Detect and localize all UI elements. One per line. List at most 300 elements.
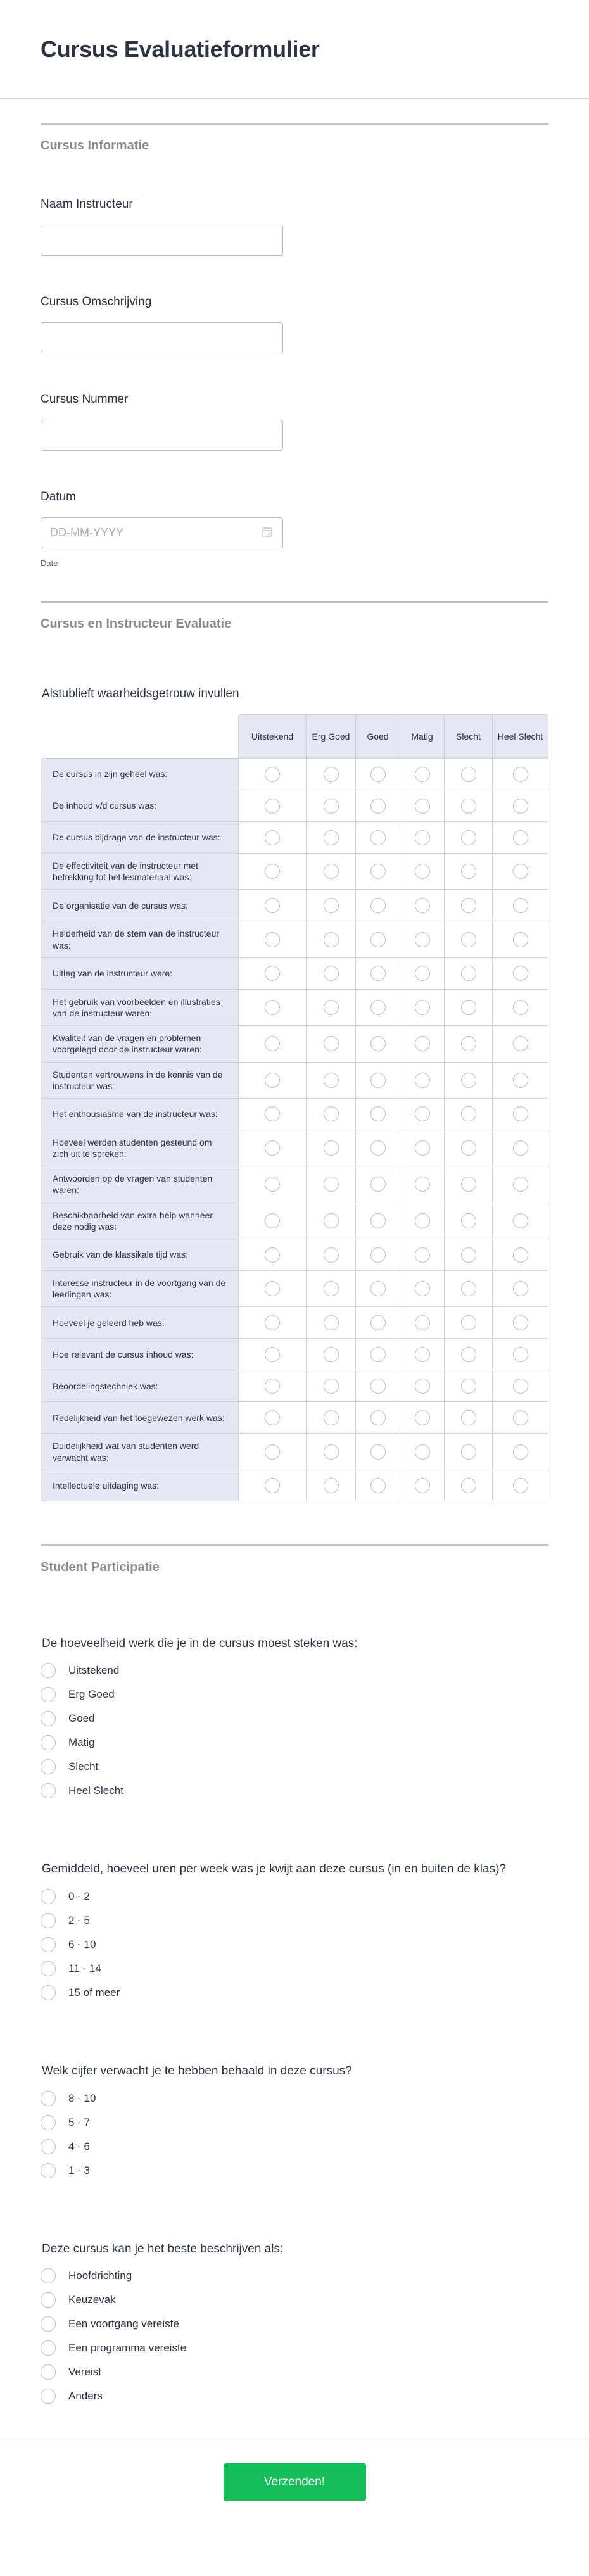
matrix-radio[interactable] [265, 1140, 280, 1156]
matrix-cell [355, 1025, 400, 1061]
radio-button[interactable] [41, 2091, 56, 2106]
matrix-cell [306, 790, 355, 821]
radio-option[interactable] [41, 1707, 548, 1731]
radio-option[interactable] [41, 1779, 548, 1803]
matrix-cell [400, 1166, 444, 1202]
matrix-radio[interactable] [370, 1073, 386, 1088]
matrix-radio[interactable] [324, 830, 339, 845]
matrix-row [41, 1025, 548, 1061]
matrix-radio[interactable] [461, 1347, 476, 1362]
form-header [0, 0, 589, 99]
matrix-radio[interactable] [324, 1315, 339, 1330]
matrix-radio[interactable] [370, 1106, 386, 1121]
matrix-row-label: Uitleg van de instructeur were: [41, 957, 238, 989]
matrix-cell [306, 1338, 355, 1370]
matrix-radio[interactable] [324, 1000, 339, 1015]
matrix-radio[interactable] [513, 1347, 528, 1362]
radio-option-label: Hoofdrichting [68, 2270, 132, 2282]
matrix-radio[interactable] [461, 1000, 476, 1015]
radio-option[interactable] [41, 1683, 548, 1707]
matrix-radio[interactable] [370, 864, 386, 879]
matrix-radio[interactable] [370, 1177, 386, 1192]
matrix-radio[interactable] [370, 966, 386, 981]
radio-button[interactable] [41, 1783, 56, 1798]
matrix-radio[interactable] [415, 1247, 430, 1263]
matrix-cell [400, 790, 444, 821]
matrix-row-label: Redelijkheid van het toegewezen werk was: [41, 1401, 238, 1433]
section-divider [41, 601, 548, 603]
matrix-cell [306, 1433, 355, 1469]
matrix-radio[interactable] [513, 1000, 528, 1015]
radio-option[interactable] [41, 1885, 548, 1909]
matrix-radio[interactable] [370, 1410, 386, 1425]
matrix-cell [306, 821, 355, 853]
radio-button[interactable] [41, 2340, 56, 2356]
matrix-radio[interactable] [370, 898, 386, 913]
matrix-radio[interactable] [461, 1140, 476, 1156]
date-input[interactable] [41, 517, 283, 548]
matrix-radio[interactable] [513, 1410, 528, 1425]
submit-button[interactable]: Verzenden! [224, 2463, 366, 2501]
matrix-radio[interactable] [415, 1410, 430, 1425]
radio-option[interactable] [41, 2159, 548, 2183]
radio-option[interactable] [41, 2087, 548, 2111]
radio-button[interactable] [41, 1687, 56, 1702]
matrix-cell [238, 1401, 306, 1433]
matrix-cell [355, 1239, 400, 1270]
matrix-cell [355, 1338, 400, 1370]
matrix-radio[interactable] [370, 1444, 386, 1460]
matrix-radio[interactable] [324, 1444, 339, 1460]
matrix-radio[interactable] [265, 1036, 280, 1051]
evaluation-matrix [41, 714, 548, 1501]
matrix-cell [400, 989, 444, 1025]
matrix-cell [492, 1338, 548, 1370]
radio-button[interactable] [41, 1913, 56, 1928]
matrix-radio[interactable] [324, 1281, 339, 1296]
matrix-radio[interactable] [265, 898, 280, 913]
radio-option-label: 15 of meer [68, 1986, 120, 1998]
radio-option-label: 6 - 10 [68, 1938, 96, 1950]
instructor-input[interactable] [41, 225, 283, 256]
matrix-cell [492, 957, 548, 989]
matrix-radio[interactable] [415, 1213, 430, 1228]
radio-option[interactable] [41, 2360, 548, 2384]
matrix-cell [400, 853, 444, 889]
matrix-radio[interactable] [415, 1106, 430, 1121]
matrix-col-header: Heel Slecht [492, 714, 548, 758]
radio-option-label: 11 - 14 [68, 1962, 101, 1974]
matrix-radio[interactable] [513, 1177, 528, 1192]
matrix-radio[interactable] [324, 1247, 339, 1263]
matrix-radio[interactable] [324, 799, 339, 814]
matrix-row-label: Het enthousiasme van de instructeur was: [41, 1098, 238, 1130]
matrix-cell [238, 1239, 306, 1270]
matrix-cell [238, 921, 306, 957]
matrix-radio[interactable] [324, 1410, 339, 1425]
radio-button[interactable] [41, 1961, 56, 1976]
matrix-radio[interactable] [370, 1247, 386, 1263]
matrix-radio[interactable] [370, 767, 386, 782]
matrix-radio[interactable] [461, 1036, 476, 1051]
matrix-row-label: Helderheid van de stem van de instructeur was: [41, 921, 238, 957]
matrix-cell [238, 1338, 306, 1370]
matrix-radio[interactable] [370, 932, 386, 947]
matrix-cell [444, 1062, 492, 1098]
matrix-radio[interactable] [265, 1315, 280, 1330]
matrix-cell [492, 821, 548, 853]
matrix-col-header: Slecht [444, 714, 492, 758]
radio-button[interactable] [41, 1759, 56, 1774]
matrix-cell [492, 1203, 548, 1239]
matrix-radio[interactable] [513, 767, 528, 782]
matrix-row-label: Hoeveel werden studenten gesteund om zich uit te spreken: [41, 1130, 238, 1166]
matrix-radio[interactable] [461, 1213, 476, 1228]
matrix-radio[interactable] [513, 1213, 528, 1228]
matrix-radio[interactable] [370, 1036, 386, 1051]
radio-button[interactable] [41, 1889, 56, 1904]
matrix-cell [444, 1098, 492, 1130]
matrix-radio[interactable] [370, 1315, 386, 1330]
radio-button[interactable] [41, 1735, 56, 1750]
radio-option-label: Keuzevak [68, 2294, 116, 2306]
matrix-radio[interactable] [265, 1213, 280, 1228]
matrix-row [41, 1470, 548, 1501]
radio-option-label: Een voortgang vereiste [68, 2318, 179, 2330]
matrix-cell [355, 1062, 400, 1098]
matrix-cell [238, 1203, 306, 1239]
matrix-cell [306, 1166, 355, 1202]
radio-question [41, 2063, 548, 2183]
matrix-radio[interactable] [415, 1444, 430, 1460]
matrix-col-header: Goed [355, 714, 400, 758]
matrix-cell [355, 758, 400, 790]
matrix-radio[interactable] [461, 1073, 476, 1088]
matrix-radio[interactable] [324, 1106, 339, 1121]
calendar-icon[interactable] [262, 526, 273, 538]
radio-button[interactable] [41, 2364, 56, 2380]
matrix-radio[interactable] [415, 1379, 430, 1394]
matrix-cell [492, 1025, 548, 1061]
matrix-cell [306, 853, 355, 889]
matrix-row-label: Kwaliteit van de vragen en problemen voorgelegd door de instructeur waren: [41, 1025, 238, 1061]
matrix-radio[interactable] [461, 1478, 476, 1493]
matrix-radio[interactable] [415, 1478, 430, 1493]
matrix-radio[interactable] [461, 1106, 476, 1121]
matrix-cell [444, 790, 492, 821]
matrix-cell [306, 921, 355, 957]
matrix-radio[interactable] [265, 1247, 280, 1263]
matrix-radio[interactable] [415, 966, 430, 981]
matrix-radio[interactable] [324, 1177, 339, 1192]
matrix-radio[interactable] [370, 799, 386, 814]
matrix-radio[interactable] [265, 799, 280, 814]
matrix-radio[interactable] [265, 1073, 280, 1088]
matrix-cell [355, 1270, 400, 1306]
matrix-radio[interactable] [370, 1000, 386, 1015]
matrix-radio[interactable] [461, 1177, 476, 1192]
matrix-radio[interactable] [461, 932, 476, 947]
matrix-radio[interactable] [324, 1073, 339, 1088]
matrix-cell [306, 957, 355, 989]
radio-option-label: Vereist [68, 2366, 101, 2378]
matrix-radio[interactable] [513, 1281, 528, 1296]
matrix-cell [238, 889, 306, 921]
matrix-radio[interactable] [324, 1478, 339, 1493]
matrix-radio[interactable] [415, 1177, 430, 1192]
matrix-row [41, 1270, 548, 1306]
matrix-radio[interactable] [265, 1478, 280, 1493]
field-instructor [41, 198, 548, 256]
matrix-radio[interactable] [265, 1444, 280, 1460]
matrix-cell [444, 1370, 492, 1401]
matrix-row [41, 1401, 548, 1433]
matrix-cell [400, 1203, 444, 1239]
matrix-radio[interactable] [513, 864, 528, 879]
matrix-radio[interactable] [324, 966, 339, 981]
radio-option[interactable] [41, 2384, 548, 2408]
radio-option[interactable] [41, 2312, 548, 2336]
radio-option[interactable] [41, 2135, 548, 2159]
question-label: Deze cursus kan je het beste beschrijven als: [42, 2242, 284, 2256]
matrix-row [41, 853, 548, 889]
matrix-radio[interactable] [370, 1478, 386, 1493]
radio-button[interactable] [41, 2163, 56, 2178]
matrix-radio[interactable] [265, 1410, 280, 1425]
matrix-radio[interactable] [513, 1036, 528, 1051]
radio-button[interactable] [41, 1937, 56, 1952]
matrix-cell [355, 889, 400, 921]
matrix-radio[interactable] [513, 966, 528, 981]
matrix-cell [355, 1306, 400, 1338]
matrix-radio[interactable] [324, 864, 339, 879]
matrix-radio[interactable] [265, 1379, 280, 1394]
matrix-cell [444, 853, 492, 889]
matrix-cell [400, 889, 444, 921]
matrix-radio[interactable] [415, 1281, 430, 1296]
matrix-cell [444, 921, 492, 957]
matrix-radio[interactable] [513, 1247, 528, 1263]
matrix-radio[interactable] [265, 1347, 280, 1362]
matrix-radio[interactable] [513, 1140, 528, 1156]
date-sublabel: Date [41, 559, 58, 568]
matrix-radio[interactable] [324, 1140, 339, 1156]
matrix-radio[interactable] [265, 864, 280, 879]
matrix-cell [355, 1470, 400, 1501]
matrix-radio[interactable] [513, 932, 528, 947]
matrix-radio[interactable] [513, 799, 528, 814]
radio-button[interactable] [41, 2292, 56, 2308]
matrix-radio[interactable] [265, 830, 280, 845]
radio-option[interactable] [41, 1981, 548, 2005]
matrix-radio[interactable] [415, 767, 430, 782]
matrix-radio[interactable] [265, 767, 280, 782]
matrix-radio[interactable] [461, 898, 476, 913]
matrix-radio[interactable] [415, 932, 430, 947]
matrix-radio[interactable] [370, 1347, 386, 1362]
matrix-radio[interactable] [415, 1315, 430, 1330]
matrix-radio[interactable] [324, 767, 339, 782]
matrix-radio[interactable] [265, 1106, 280, 1121]
radio-option-label: 1 - 3 [68, 2164, 91, 2176]
matrix-radio[interactable] [415, 799, 430, 814]
matrix-radio[interactable] [370, 830, 386, 845]
matrix-cell [400, 1239, 444, 1270]
matrix-radio[interactable] [265, 932, 280, 947]
matrix-cell [444, 1470, 492, 1501]
matrix-radio[interactable] [324, 1379, 339, 1394]
matrix-cell [355, 1370, 400, 1401]
matrix-radio[interactable] [461, 1379, 476, 1394]
matrix-radio[interactable] [370, 1213, 386, 1228]
matrix-radio[interactable] [513, 830, 528, 845]
date-input-wrapper [41, 517, 283, 548]
matrix-radio[interactable] [461, 1315, 476, 1330]
matrix-radio[interactable] [513, 1478, 528, 1493]
radio-option[interactable] [41, 1755, 548, 1779]
radio-option[interactable] [41, 1933, 548, 1957]
matrix-cell [355, 790, 400, 821]
matrix-radio[interactable] [415, 1073, 430, 1088]
matrix-radio[interactable] [461, 1281, 476, 1296]
matrix-radio[interactable] [324, 1036, 339, 1051]
matrix-radio[interactable] [324, 1347, 339, 1362]
radio-option[interactable] [41, 2264, 548, 2288]
matrix-corner [41, 714, 238, 758]
matrix-radio[interactable] [461, 1444, 476, 1460]
field-description [41, 295, 548, 353]
matrix-cell [238, 790, 306, 821]
matrix-header-row [41, 714, 548, 758]
matrix-cell [400, 758, 444, 790]
matrix-radio[interactable] [513, 898, 528, 913]
radio-option[interactable] [41, 2111, 548, 2135]
matrix-cell [238, 1025, 306, 1061]
matrix-radio[interactable] [415, 1347, 430, 1362]
matrix-radio[interactable] [265, 1000, 280, 1015]
matrix-radio[interactable] [324, 932, 339, 947]
matrix-cell [400, 1098, 444, 1130]
radio-option[interactable] [41, 1731, 548, 1755]
matrix-radio[interactable] [324, 1213, 339, 1228]
matrix-cell [238, 1098, 306, 1130]
matrix-radio[interactable] [513, 1315, 528, 1330]
radio-option[interactable] [41, 2288, 548, 2312]
matrix-cell [306, 758, 355, 790]
matrix-cell [238, 1470, 306, 1501]
radio-button[interactable] [41, 2268, 56, 2283]
radio-button[interactable] [41, 1985, 56, 2000]
matrix-row [41, 758, 548, 790]
matrix-radio[interactable] [370, 1140, 386, 1156]
matrix-cell [355, 1166, 400, 1202]
matrix-cell [492, 1062, 548, 1098]
matrix-radio[interactable] [461, 830, 476, 845]
matrix-cell [355, 921, 400, 957]
matrix-cell [444, 957, 492, 989]
matrix-row [41, 1433, 548, 1469]
matrix-radio[interactable] [461, 864, 476, 879]
matrix-cell [444, 1025, 492, 1061]
matrix-radio[interactable] [415, 1140, 430, 1156]
radio-button[interactable] [41, 1711, 56, 1726]
matrix-radio[interactable] [513, 1379, 528, 1394]
matrix-radio[interactable] [370, 1379, 386, 1394]
instructor-label: Naam Instructeur [41, 198, 133, 211]
matrix-row-label: Intellectuele uitdaging was: [41, 1470, 238, 1501]
section-title-participation: Student Participatie [41, 1560, 160, 1574]
matrix-radio[interactable] [461, 799, 476, 814]
matrix-radio[interactable] [513, 1073, 528, 1088]
matrix-radio[interactable] [265, 1281, 280, 1296]
matrix-radio[interactable] [461, 767, 476, 782]
radio-option-label: 8 - 10 [68, 2092, 96, 2104]
matrix-cell [400, 1306, 444, 1338]
radio-option-label: Anders [68, 2390, 103, 2402]
matrix-cell [238, 1270, 306, 1306]
field-course-number [41, 393, 548, 451]
matrix-radio[interactable] [513, 1444, 528, 1460]
matrix-cell [444, 758, 492, 790]
matrix-radio[interactable] [461, 966, 476, 981]
matrix-cell [238, 1370, 306, 1401]
matrix-radio[interactable] [265, 1177, 280, 1192]
course-number-input[interactable] [41, 420, 283, 451]
radio-option[interactable] [41, 1957, 548, 1981]
matrix-cell [306, 989, 355, 1025]
matrix-cell [492, 921, 548, 957]
matrix-radio[interactable] [415, 830, 430, 845]
question-label: Welk cijfer verwacht je te hebben behaald in deze cursus? [42, 2064, 352, 2078]
matrix-radio[interactable] [415, 864, 430, 879]
matrix-radio[interactable] [513, 1106, 528, 1121]
radio-option[interactable] [41, 1658, 548, 1683]
matrix-cell [444, 1433, 492, 1469]
matrix-cell [444, 1130, 492, 1166]
radio-option[interactable] [41, 1909, 548, 1933]
matrix-cell [355, 1098, 400, 1130]
matrix-radio[interactable] [415, 898, 430, 913]
radio-button[interactable] [41, 2389, 56, 2404]
matrix-cell [492, 1098, 548, 1130]
radio-button[interactable] [41, 2139, 56, 2154]
matrix-cell [400, 1401, 444, 1433]
matrix-cell [400, 1338, 444, 1370]
matrix-cell [238, 821, 306, 853]
matrix-radio[interactable] [461, 1247, 476, 1263]
matrix-radio[interactable] [461, 1410, 476, 1425]
matrix-radio[interactable] [370, 1281, 386, 1296]
matrix-row-label: Hoeveel je geleerd heb was: [41, 1306, 238, 1338]
matrix-cell [306, 1306, 355, 1338]
matrix-radio[interactable] [415, 1000, 430, 1015]
matrix-radio[interactable] [415, 1036, 430, 1051]
radio-button[interactable] [41, 2115, 56, 2130]
radio-question [41, 2241, 548, 2409]
description-input[interactable] [41, 322, 283, 353]
matrix-row-label: Gebruik van de klassikale tijd was: [41, 1239, 238, 1270]
matrix-row-label: Hoe relevant de cursus inhoud was: [41, 1338, 238, 1370]
matrix-row-label: Duidelijkheid wat van studenten werd verwacht was: [41, 1433, 238, 1469]
matrix-col-header: Erg Goed [306, 714, 355, 758]
matrix-row [41, 1306, 548, 1338]
radio-button[interactable] [41, 2316, 56, 2332]
radio-button[interactable] [41, 1663, 56, 1678]
matrix-cell [444, 1401, 492, 1433]
radio-option[interactable] [41, 2336, 548, 2360]
matrix-radio[interactable] [324, 898, 339, 913]
matrix-radio[interactable] [265, 966, 280, 981]
